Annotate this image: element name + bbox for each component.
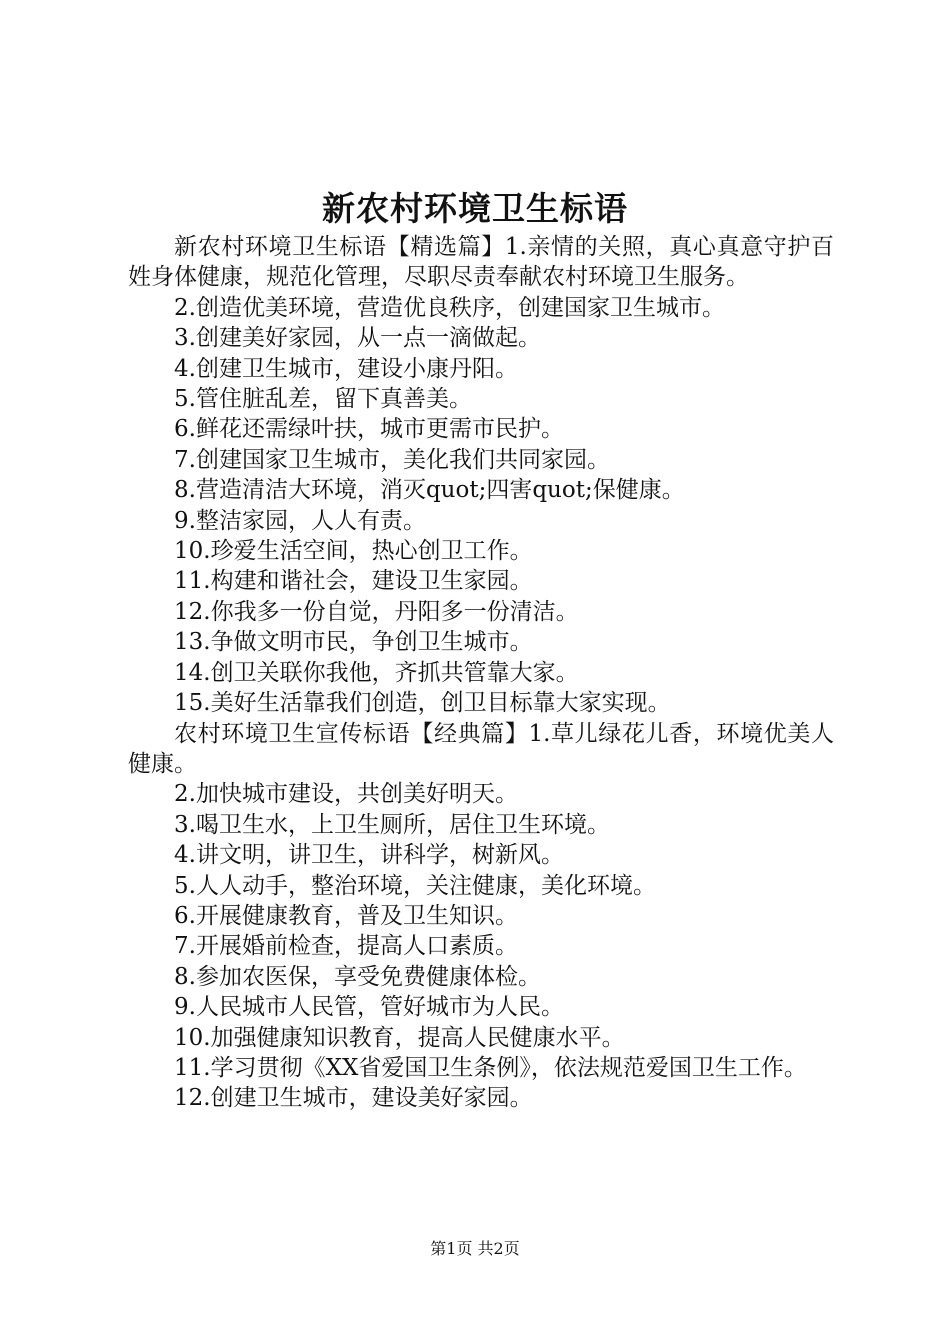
paragraph: 新农村环境卫生标语【精选篇】1.亲情的关照，真心真意守护百姓身体健康，规范化管理，尽职尽责奉献农村环境卫生服务。 bbox=[128, 234, 834, 291]
paragraph: 3.喝卫生水，上卫生厕所，居住卫生环境。 bbox=[174, 811, 610, 838]
paragraph: 8.营造清洁大环境，消灭quot;四害quot;保健康。 bbox=[174, 477, 685, 504]
paragraph: 7.开展婚前检查，提高人口素质。 bbox=[174, 933, 518, 960]
paragraph: 12.创建卫生城市，建设美好家园。 bbox=[174, 1085, 533, 1112]
paragraph: 2.加快城市建设，共创美好明天。 bbox=[174, 781, 518, 808]
paragraph: 4.讲文明，讲卫生，讲科学，树新风。 bbox=[174, 842, 564, 869]
paragraph: 9.整洁家园，人人有责。 bbox=[174, 507, 426, 534]
paragraph: 5.人人动手，整治环境，关注健康，美化环境。 bbox=[174, 872, 656, 899]
paragraph: 3.创建美好家园，从一点一滴做起。 bbox=[174, 325, 541, 352]
paragraph: 4.创建卫生城市，建设小康丹阳。 bbox=[174, 355, 518, 382]
paragraph: 6.鲜花还需绿叶扶，城市更需市民护。 bbox=[174, 416, 564, 443]
paragraph: 12.你我多一份自觉，丹阳多一份清洁。 bbox=[174, 598, 579, 625]
paragraph: 11.构建和谐社会，建设卫生家园。 bbox=[174, 568, 533, 595]
paragraph: 10.珍爱生活空间，热心创卫工作。 bbox=[174, 538, 533, 565]
paragraph: 农村环境卫生宣传标语【经典篇】1.草儿绿花儿香，环境优美人健康。 bbox=[128, 720, 834, 777]
paragraph: 13.争做文明市民，争创卫生城市。 bbox=[174, 629, 533, 656]
paragraph: 9.人民城市人民管，管好城市为人民。 bbox=[174, 994, 564, 1021]
paragraph: 2.创造优美环境，营造优良秩序，创建国家卫生城市。 bbox=[174, 294, 725, 321]
paragraph: 8.参加农医保，享受免费健康体检。 bbox=[174, 963, 541, 990]
document-body bbox=[128, 232, 834, 1114]
paragraph: 15.美好生活靠我们创造，创卫目标靠大家实现。 bbox=[174, 690, 671, 717]
paragraph: 7.创建国家卫生城市，美化我们共同家园。 bbox=[174, 446, 610, 473]
paragraph: 5.管住脏乱差，留下真善美。 bbox=[174, 386, 472, 413]
paragraph: 10.加强健康知识教育，提高人民健康水平。 bbox=[174, 1024, 625, 1051]
paragraph: 14.创卫关联你我他，齐抓共管靠大家。 bbox=[174, 659, 579, 686]
page-footer: 第1页 共2页 bbox=[430, 1239, 520, 1258]
paragraph: 11.学习贯彻《XX省爱国卫生条例》，依法规范爱国卫生工作。 bbox=[174, 1054, 807, 1081]
document-title: 新农村环境卫生标语 bbox=[322, 189, 628, 228]
paragraph: 6.开展健康教育，普及卫生知识。 bbox=[174, 902, 518, 929]
